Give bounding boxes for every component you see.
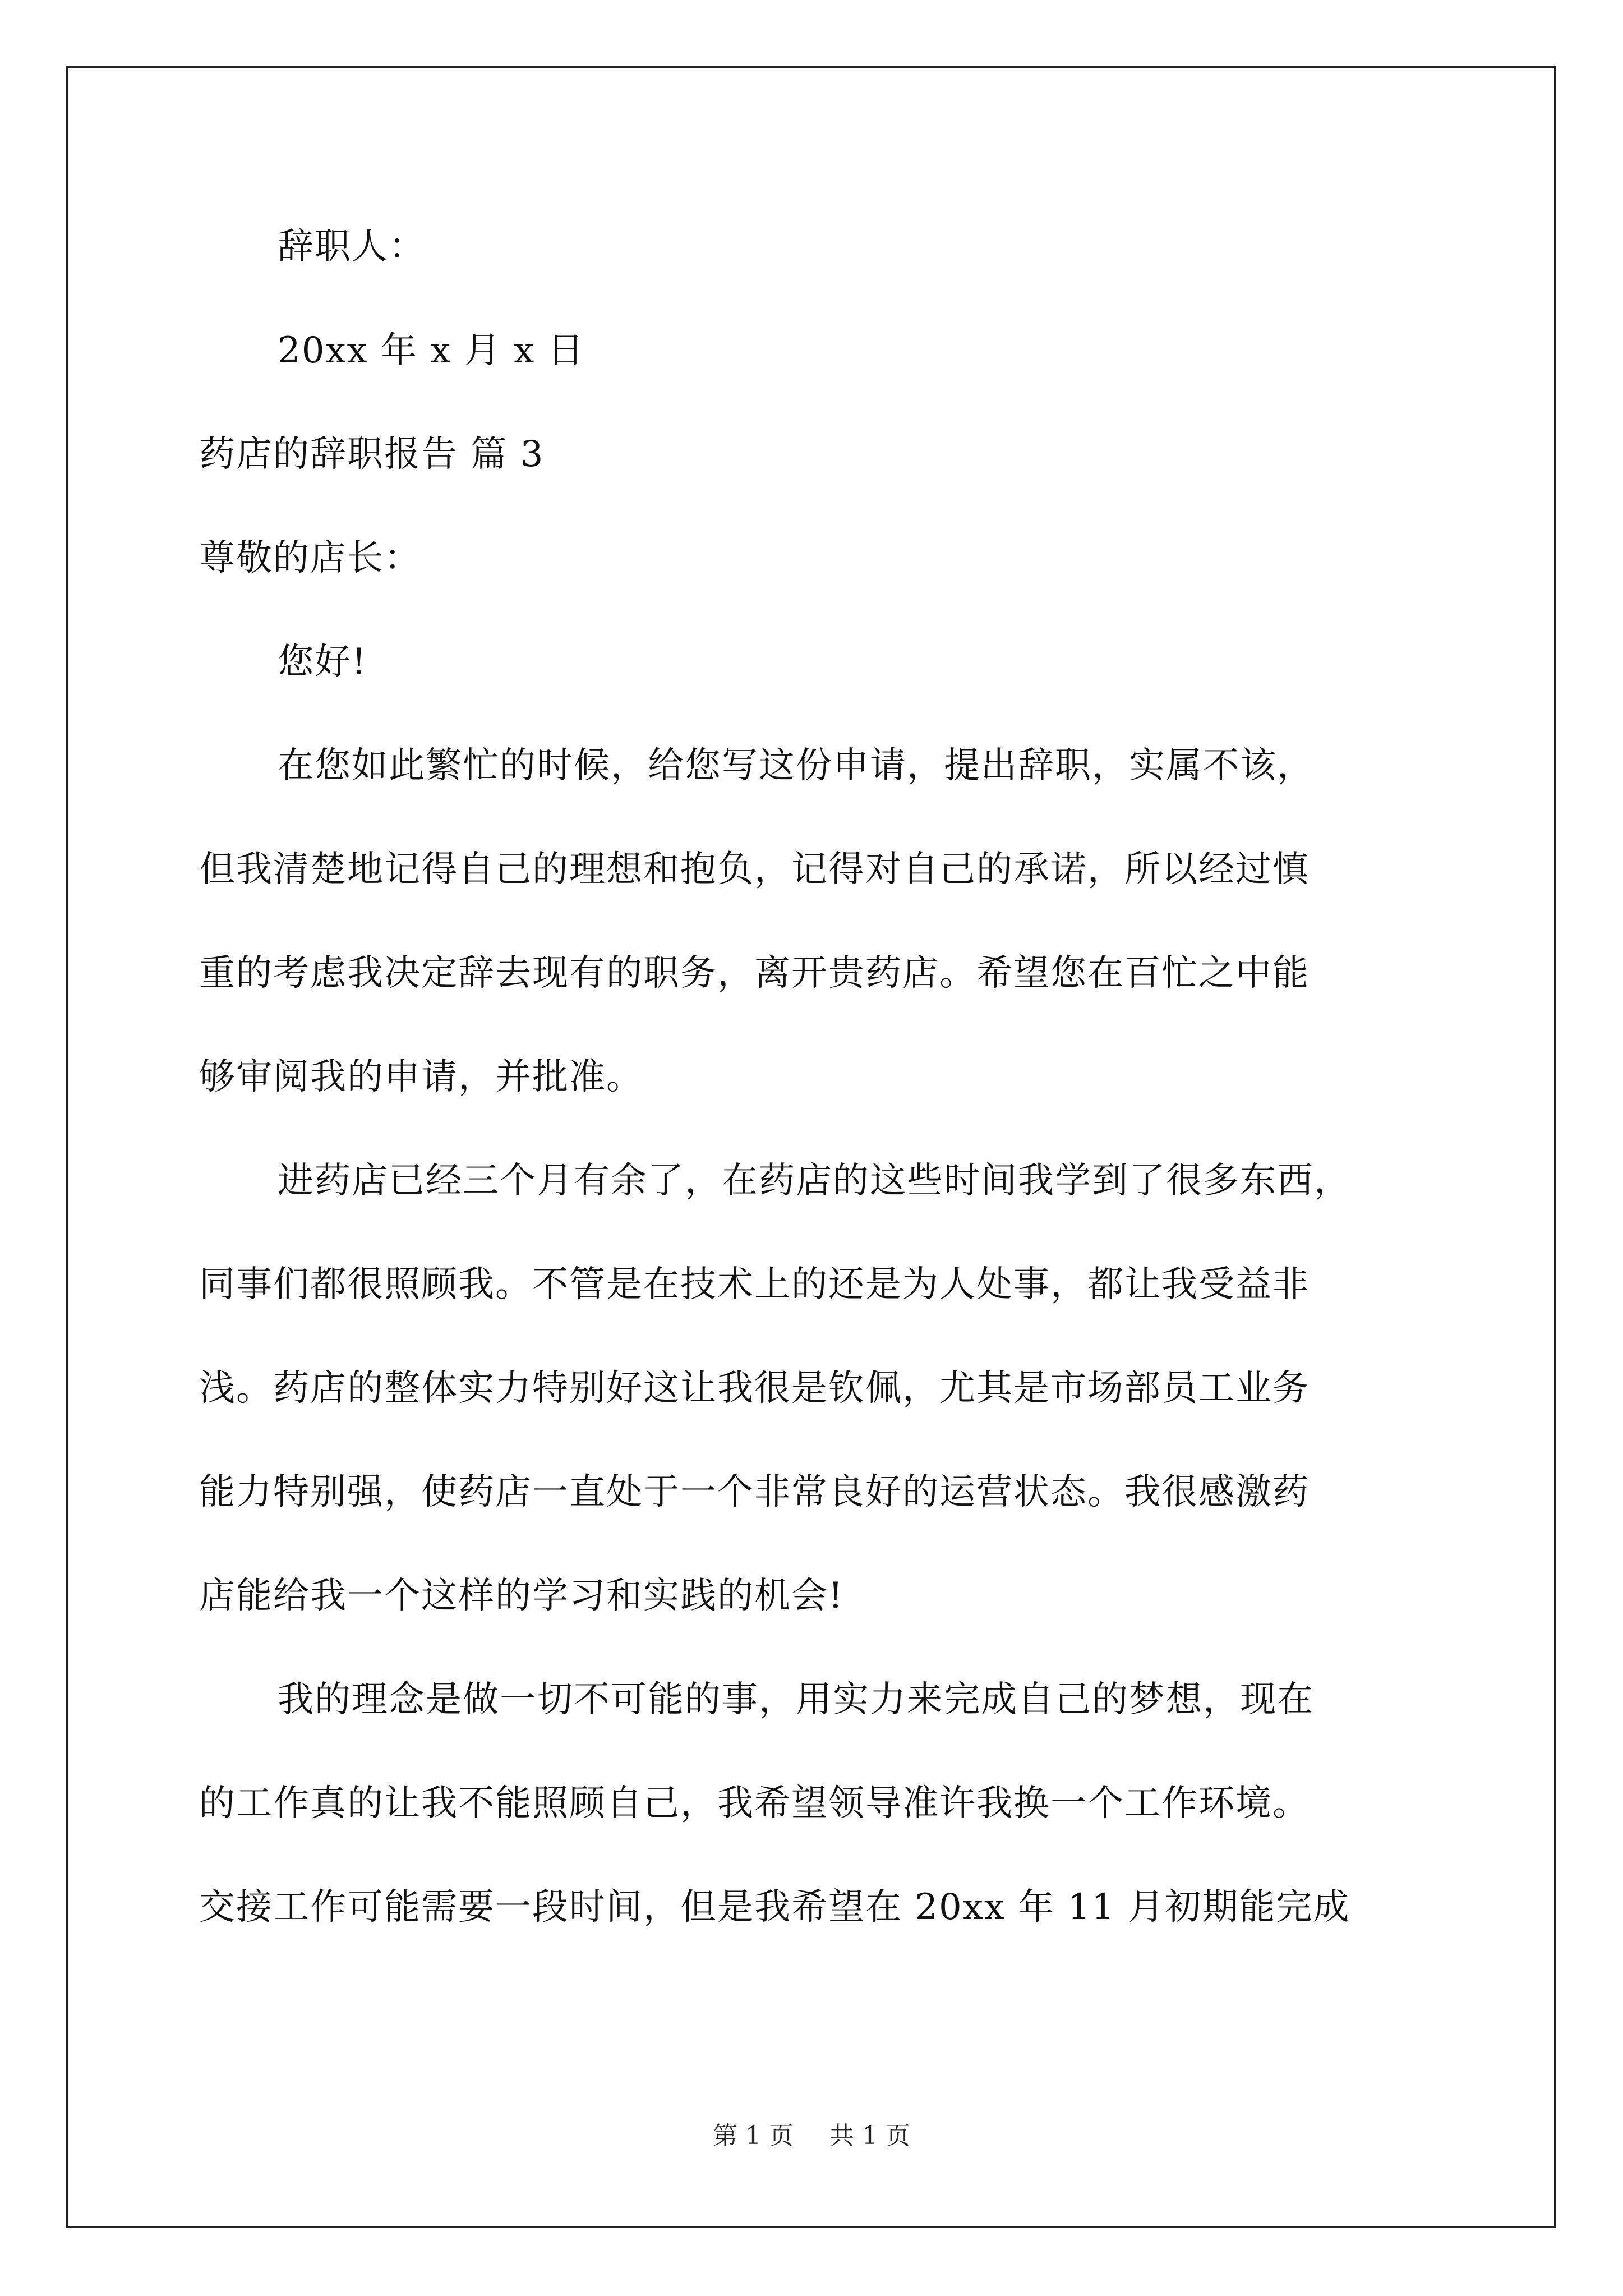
paragraph-1-line-3: 重的考虑我决定辞去现有的职务，离开贵药店。希望您在百忙之中能 <box>199 953 1310 994</box>
section-heading: 药店的辞职报告 篇 3 <box>199 434 545 475</box>
greeting: 您好! <box>278 641 367 683</box>
date-line: 20xx 年 x 月 x 日 <box>278 330 585 371</box>
paragraph-1-line-1: 在您如此繁忙的时候，给您写这份申请，提出辞职，实属不该， <box>278 745 1314 786</box>
paragraph-1-line-4: 够审阅我的申请，并批准。 <box>199 1056 643 1098</box>
document-body <box>199 222 1433 1986</box>
paragraph-3-line-2: 的工作真的让我不能照顾自己，我希望领导准许我换一个工作环境。 <box>199 1783 1310 1824</box>
paragraph-2-line-3: 浅。药店的整体实力特别好这让我很是钦佩，尤其是市场部员工业务 <box>199 1368 1310 1409</box>
page-footer <box>0 2119 1623 2153</box>
paragraph-3-line-1: 我的理念是做一切不可能的事，用实力来完成自己的梦想，现在 <box>278 1679 1314 1720</box>
paragraph-2-line-4: 能力特别强，使药店一直处于一个非常良好的运营状态。我很感激药 <box>199 1471 1310 1513</box>
page-total: 共 1 页 <box>829 2122 910 2150</box>
paragraph-2-line-5: 店能给我一个这样的学习和实践的机会! <box>199 1575 844 1617</box>
signature-label-line: 辞职人： <box>278 226 426 268</box>
salutation: 尊敬的店长： <box>199 537 421 579</box>
paragraph-3-line-3: 交接工作可能需要一段时间，但是我希望在 20xx 年 11 月初期能完成 <box>199 1887 1350 1928</box>
page-number: 第 1 页 <box>713 2122 794 2150</box>
paragraph-2-line-2: 同事们都很照顾我。不管是在技术上的还是为人处事，都让我受益非 <box>199 1264 1310 1305</box>
paragraph-1-line-2: 但我清楚地记得自己的理想和抱负，记得对自己的承诺，所以经过慎 <box>199 849 1310 890</box>
paragraph-2-line-1: 进药店已经三个月有余了，在药店的这些时间我学到了很多东西， <box>278 1160 1351 1202</box>
